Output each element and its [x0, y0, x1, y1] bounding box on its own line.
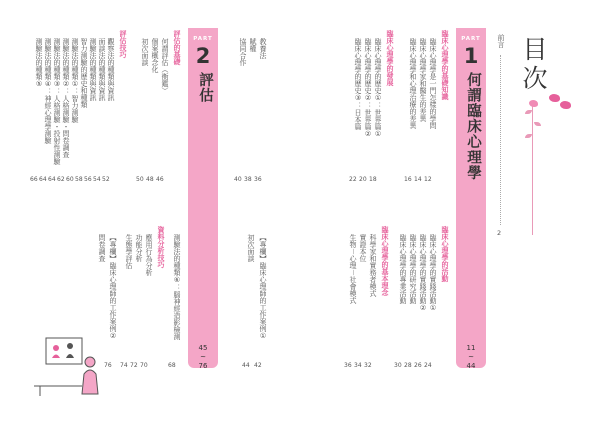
toc-entry[interactable]: 問卷調查 — [98, 234, 106, 262]
entry-label: 前言 — [497, 34, 505, 48]
toc-entry[interactable]: 科學家和實務者模式 — [369, 234, 377, 297]
counselor-illustration-icon — [24, 336, 109, 396]
section-heading[interactable]: 評估的基礎 — [173, 30, 181, 65]
page-number: 14 — [414, 176, 422, 183]
part-label: PART — [193, 36, 213, 42]
toc-entry[interactable]: 臨床心理學和心理治療的差異 — [409, 38, 417, 129]
page-number: 42 — [254, 362, 262, 369]
page-number: 70 — [140, 362, 148, 369]
section-heading[interactable]: 臨床心理學的基本理念 — [381, 226, 389, 296]
page-number: 72 — [130, 362, 138, 369]
page-number: 62 — [57, 176, 65, 183]
page-number: 32 — [364, 362, 372, 369]
page-number: 46 — [156, 176, 164, 183]
toc-entry[interactable]: 臨床心理學的歷史①：世界篇① — [374, 38, 382, 138]
page-number: 58 — [75, 176, 83, 183]
toc-entry[interactable]: 臨床心理學的歷史③：日本篇 — [354, 38, 362, 130]
part-number: 1 — [463, 44, 479, 68]
page-number: 20 — [359, 176, 367, 183]
page-number: 2 — [497, 229, 502, 237]
toc-entry[interactable]: 何謂評估（衡鑑） — [161, 38, 169, 94]
page-number: 50 — [136, 176, 144, 183]
leaf-icon — [534, 122, 541, 126]
bird-ornament-icon — [549, 94, 560, 102]
toc-entry[interactable]: 教養法 — [259, 38, 267, 59]
column-entry[interactable]: 【專欄】臨床心理師的工作案例① — [259, 234, 267, 340]
part-1-tab[interactable] — [456, 28, 486, 368]
page-range: 11 ~ 44 — [466, 344, 476, 370]
toc-entry[interactable]: 臨床心理學的歷史②：世界篇② — [364, 38, 372, 138]
bird-ornament-icon — [560, 101, 571, 109]
section-heading[interactable]: 臨床心理學的基礎知識 — [441, 30, 449, 100]
part-label: PART — [461, 36, 481, 42]
toc-entry[interactable]: 臨床心理學家和醫生的差異 — [419, 38, 427, 122]
toc-entry[interactable]: 智力測驗的歷史和種類 — [80, 38, 88, 108]
toc-entry[interactable]: 初次面談 — [247, 234, 255, 262]
section-heading[interactable]: 評估技巧 — [119, 30, 127, 58]
toc-entry[interactable]: 應用行為分析 — [145, 234, 153, 276]
page-number: 48 — [146, 176, 154, 183]
toc-entry[interactable]: 臨床心理學是一門怎樣的學問 — [429, 38, 437, 129]
page-number: 54 — [93, 176, 101, 183]
page-number: 24 — [424, 362, 432, 369]
toc-entry[interactable]: 協同合作 — [239, 38, 247, 66]
page-number: 26 — [414, 362, 422, 369]
page-number: 18 — [369, 176, 377, 183]
toc-entry[interactable]: 測驗法的種類⑤ — [35, 38, 43, 88]
toc-entry[interactable]: 臨床心理學的研究活動 — [409, 234, 417, 304]
page-number: 74 — [120, 362, 128, 369]
page-number: 36 — [254, 176, 262, 183]
bird-ornament-icon — [529, 100, 538, 107]
toc-entry[interactable]: 測驗法的種類③：人格測驗・投射性測驗 — [53, 38, 61, 165]
section-heading[interactable]: 臨床心理學的發展 — [386, 30, 394, 86]
toc-entry-preface[interactable] — [496, 34, 506, 48]
page-number: 36 — [344, 362, 352, 369]
page-number: 44 — [242, 362, 250, 369]
toc-entry[interactable]: 臨床心理學的專業活動 — [399, 234, 407, 304]
page-number: 56 — [84, 176, 92, 183]
page-number: 12 — [424, 176, 432, 183]
toc-entry[interactable]: 臨床心理學的實踐活動② — [419, 234, 427, 312]
toc-entry[interactable]: 測驗法的種類⑥：腦神經造影檢測 — [173, 234, 181, 340]
part-2-tab[interactable] — [188, 28, 218, 368]
toc-entry[interactable]: 個案概念化 — [151, 38, 159, 73]
toc-entry[interactable]: 生物－心理－社會模式 — [349, 234, 357, 304]
page-range: 45 ~ 76 — [198, 344, 208, 370]
toc-entry[interactable]: 測驗法的種類與資訊 — [89, 38, 97, 101]
leaf-icon — [525, 134, 532, 138]
toc-entry[interactable]: 觀察法的種類與資訊 — [107, 38, 115, 101]
page-number: 64 — [39, 176, 47, 183]
leader-dots — [500, 55, 501, 225]
page-number: 64 — [48, 176, 56, 183]
part-title: 何謂臨床心理學 — [465, 72, 481, 181]
column-entry[interactable]: 【專欄】臨床心理師的工作案例② — [109, 234, 117, 340]
toc-entry[interactable]: 測驗法的種類①：智力測驗 — [71, 38, 79, 123]
section-heading[interactable]: 臨床心理學的活動 — [441, 226, 449, 282]
page-title: 目次 — [519, 36, 548, 94]
toc-entry[interactable]: 面談法的種類與資訊 — [98, 38, 106, 101]
page-number: 30 — [394, 362, 402, 369]
page-number: 22 — [349, 176, 357, 183]
part-title: 評估 — [197, 72, 213, 103]
part-number: 2 — [195, 44, 211, 68]
page-number: 38 — [244, 176, 252, 183]
toc-entry[interactable]: 生態學評估 — [125, 234, 133, 269]
ornament-stem — [532, 105, 533, 235]
toc-entry[interactable]: 初次面談 — [141, 38, 149, 66]
leaf-icon — [525, 110, 532, 114]
page-number: 52 — [102, 176, 110, 183]
page-number: 40 — [234, 176, 242, 183]
page-number: 34 — [354, 362, 362, 369]
page-number: 60 — [66, 176, 74, 183]
page-number: 68 — [168, 362, 176, 369]
toc-entry[interactable]: 功能分析 — [135, 234, 143, 262]
page-number: 28 — [404, 362, 412, 369]
page-number: 66 — [30, 176, 38, 183]
toc-entry[interactable]: 測驗法的種類④：神經心理學測驗 — [44, 38, 52, 144]
toc-entry[interactable]: 賦權 — [249, 38, 257, 52]
section-heading[interactable]: 資料分析技巧 — [157, 226, 165, 268]
page-number: 76 — [104, 362, 112, 369]
toc-entry[interactable]: 臨床心理學的實踐活動① — [429, 234, 437, 312]
toc-entry[interactable]: 實證本位 — [359, 234, 367, 262]
toc-entry[interactable]: 測驗法的種類②：人格測驗・問卷調查 — [62, 38, 70, 158]
page-number: 16 — [404, 176, 412, 183]
